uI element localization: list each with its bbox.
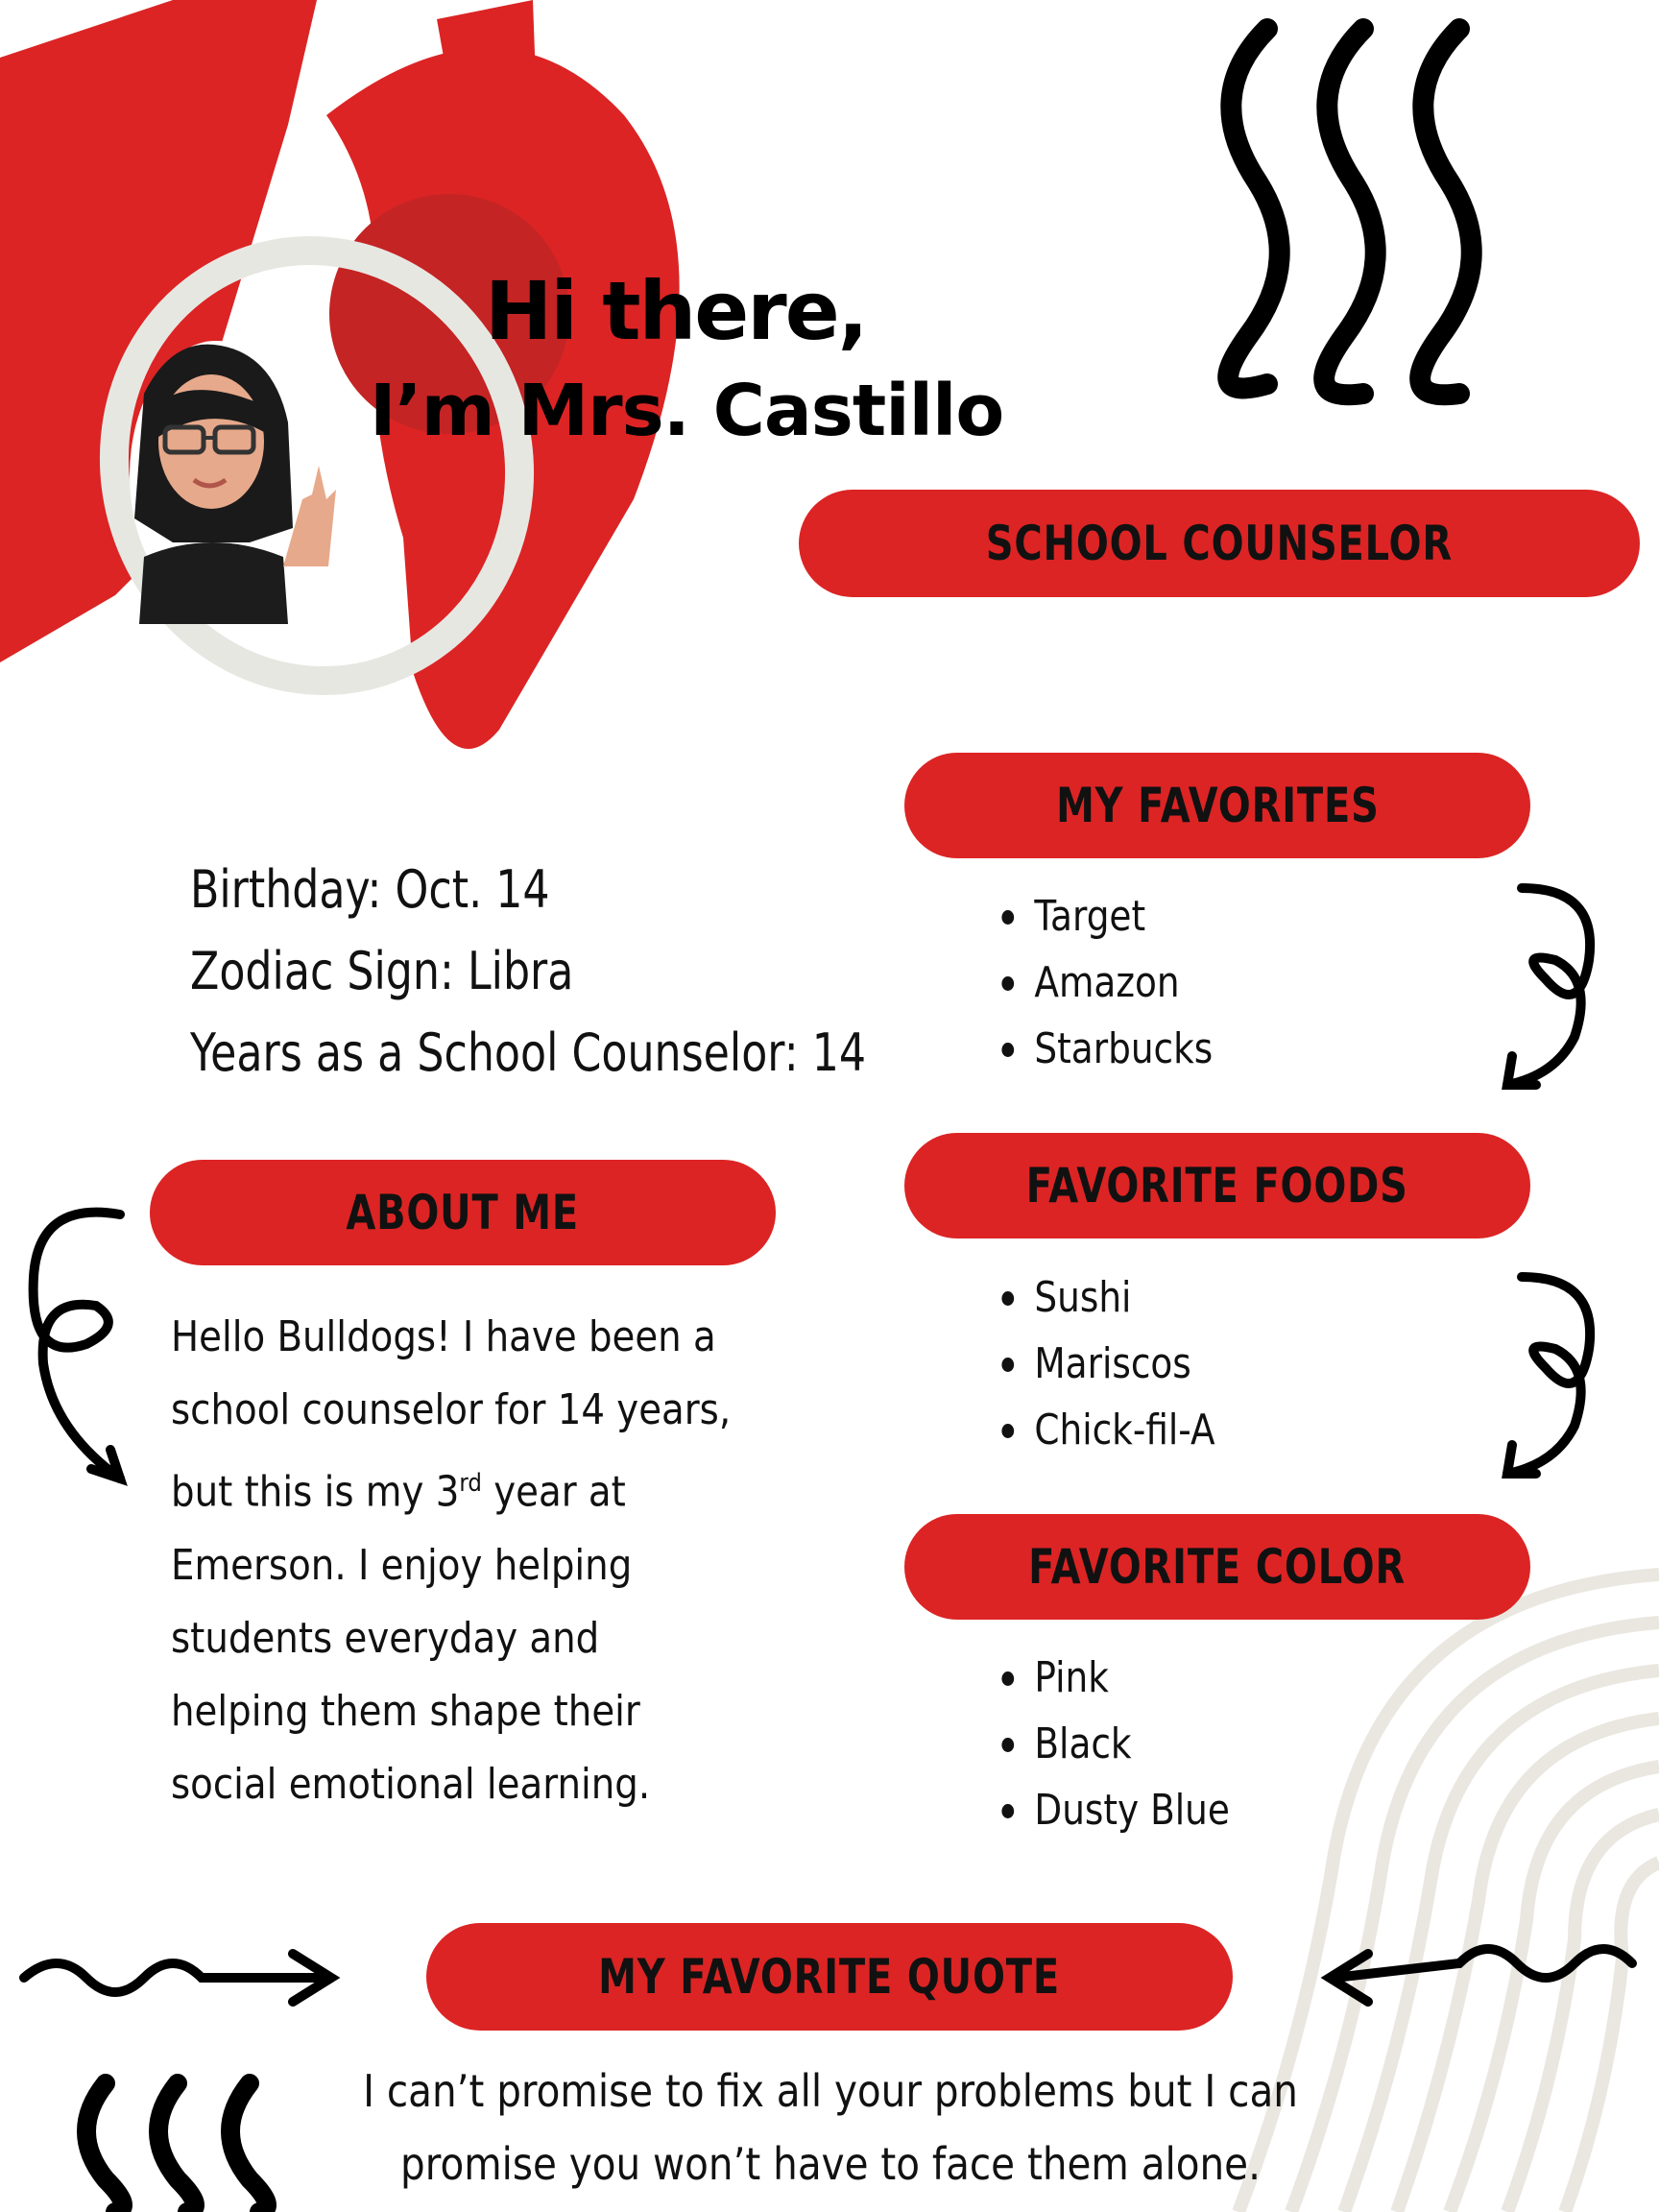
list-item: Dusty Blue [998, 1777, 1230, 1843]
about-text [171, 1301, 732, 1821]
quote-line: I can’t promise to fix all your problems but I can [363, 2065, 1298, 2117]
squiggle-lines-icon [1228, 29, 1472, 395]
about-line: helping them shape their [171, 1686, 640, 1736]
quote-header [426, 1923, 1233, 2031]
foods-title: FAVORITE FOODS [1026, 1158, 1408, 1214]
list-item: Pink [998, 1645, 1230, 1711]
favorites-title: MY FAVORITES [1055, 778, 1380, 833]
quote-text [353, 2055, 1308, 2200]
color-title: FAVORITE COLOR [1028, 1539, 1407, 1595]
list-item: Sushi [998, 1264, 1215, 1331]
about-line: social emotional learning. [171, 1759, 651, 1809]
squiggle-lines-bottom-icon [86, 2083, 267, 2212]
list-item: Target [998, 883, 1213, 950]
color-list [998, 1645, 1270, 1843]
list-item: Starbucks [998, 1016, 1213, 1082]
about-header [150, 1160, 776, 1265]
about-line: Emerson. I enjoy helping [171, 1540, 633, 1590]
color-header [904, 1514, 1530, 1620]
about-line: students everyday and [171, 1613, 600, 1663]
zodiac-text: Zodiac Sign: Libra [190, 941, 574, 1001]
avatar-icon [106, 336, 365, 624]
list-item: Mariscos [998, 1331, 1215, 1397]
foods-header [904, 1133, 1530, 1238]
quote-line: promise you won’t have to face them alone. [400, 2138, 1261, 2190]
curly-arrow-icon [34, 1213, 120, 1479]
favorites-header [904, 753, 1530, 858]
greeting-title: Hi there, [485, 264, 867, 358]
list-item: Chick-fil-A [998, 1397, 1215, 1463]
list-item: Black [998, 1711, 1230, 1777]
role-badge [799, 490, 1640, 597]
role-badge-label: SCHOOL COUNSELOR [985, 516, 1454, 571]
about-line: school counselor for 14 years, [171, 1385, 732, 1434]
about-title: ABOUT ME [346, 1185, 580, 1240]
quote-title: MY FAVORITE QUOTE [598, 1949, 1061, 2005]
name-title: I’m Mrs. Castillo [370, 370, 1004, 452]
about-line-part: year at [481, 1467, 626, 1517]
about-line [171, 1447, 711, 1529]
years-text: Years as a School Counselor: 14 [190, 1022, 867, 1083]
about-line-part: but this is my 3 [171, 1467, 460, 1517]
favorites-list [998, 883, 1251, 1082]
about-line: Hello Bulldogs! I have been a [171, 1312, 716, 1361]
foods-list [998, 1264, 1253, 1463]
birthday-text: Birthday: Oct. 14 [190, 859, 550, 920]
list-item: Amazon [998, 950, 1213, 1016]
superscript: rd [459, 1469, 482, 1498]
